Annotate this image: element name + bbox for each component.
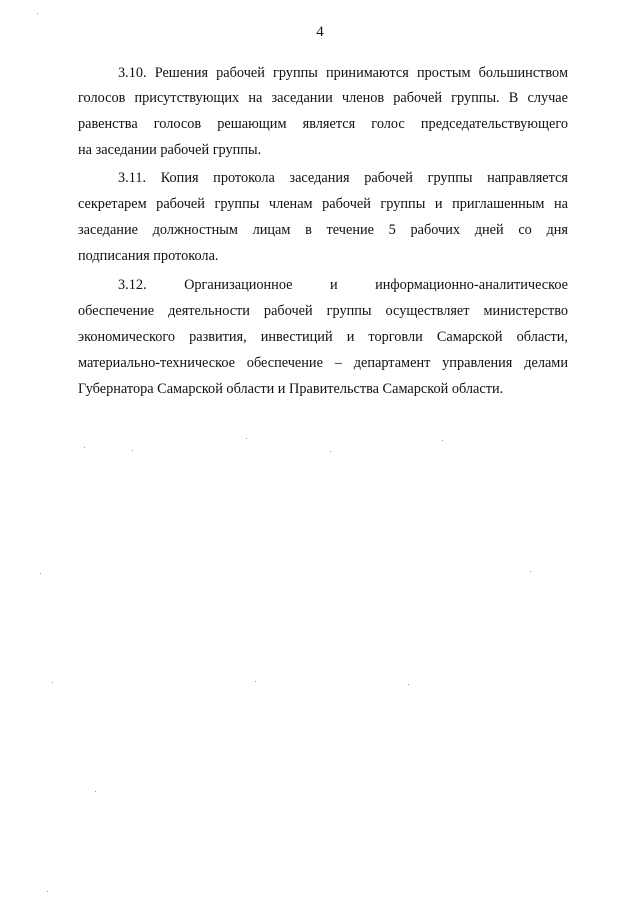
scan-speck	[132, 450, 133, 451]
paragraph-line: заседание должностным лицам в течение 5 рабочих дней со дня	[78, 222, 568, 238]
scan-speck	[330, 451, 331, 452]
scan-speck	[442, 440, 443, 441]
paragraph-line: голосов присутствующих на заседании членов рабочей группы. В случае	[78, 90, 568, 106]
scan-speck	[37, 13, 38, 14]
paragraph-line: экономического развития, инвестиций и торговли Самарской области,	[78, 329, 568, 345]
paragraph-line: равенства голосов решающим является голос председательствующего	[78, 116, 568, 132]
scan-speck	[52, 682, 53, 683]
paragraph-line: 3.11. Копия протокола заседания рабочей группы направляется	[118, 170, 568, 186]
paragraph-line: подписания протокола.	[78, 248, 219, 264]
paragraph-line: обеспечение деятельности рабочей группы осуществляет министерство	[78, 303, 568, 319]
scan-speck	[408, 684, 409, 685]
page-number: 4	[316, 24, 324, 40]
scan-speck	[84, 447, 85, 448]
scan-speck	[530, 571, 531, 572]
scan-speck	[246, 438, 247, 439]
scan-speck	[95, 791, 96, 792]
paragraph-line: материально-техническое обеспечение – департамент управления делами	[78, 355, 568, 371]
paragraph-line: Губернатора Самарской области и Правительства Самарской области.	[78, 381, 504, 397]
paragraph-line: 3.10. Решения рабочей группы принимаются простым большинством	[118, 65, 568, 81]
scan-speck	[47, 891, 48, 892]
paragraph-line: секретарем рабочей группы членам рабочей группы и приглашенным на	[78, 196, 568, 212]
paragraph-line: 3.12. Организационное и информационно-аналитическое	[118, 277, 568, 293]
scan-speck	[40, 573, 41, 574]
paragraph-line: на заседании рабочей группы.	[78, 142, 262, 158]
scan-speck	[255, 681, 256, 682]
